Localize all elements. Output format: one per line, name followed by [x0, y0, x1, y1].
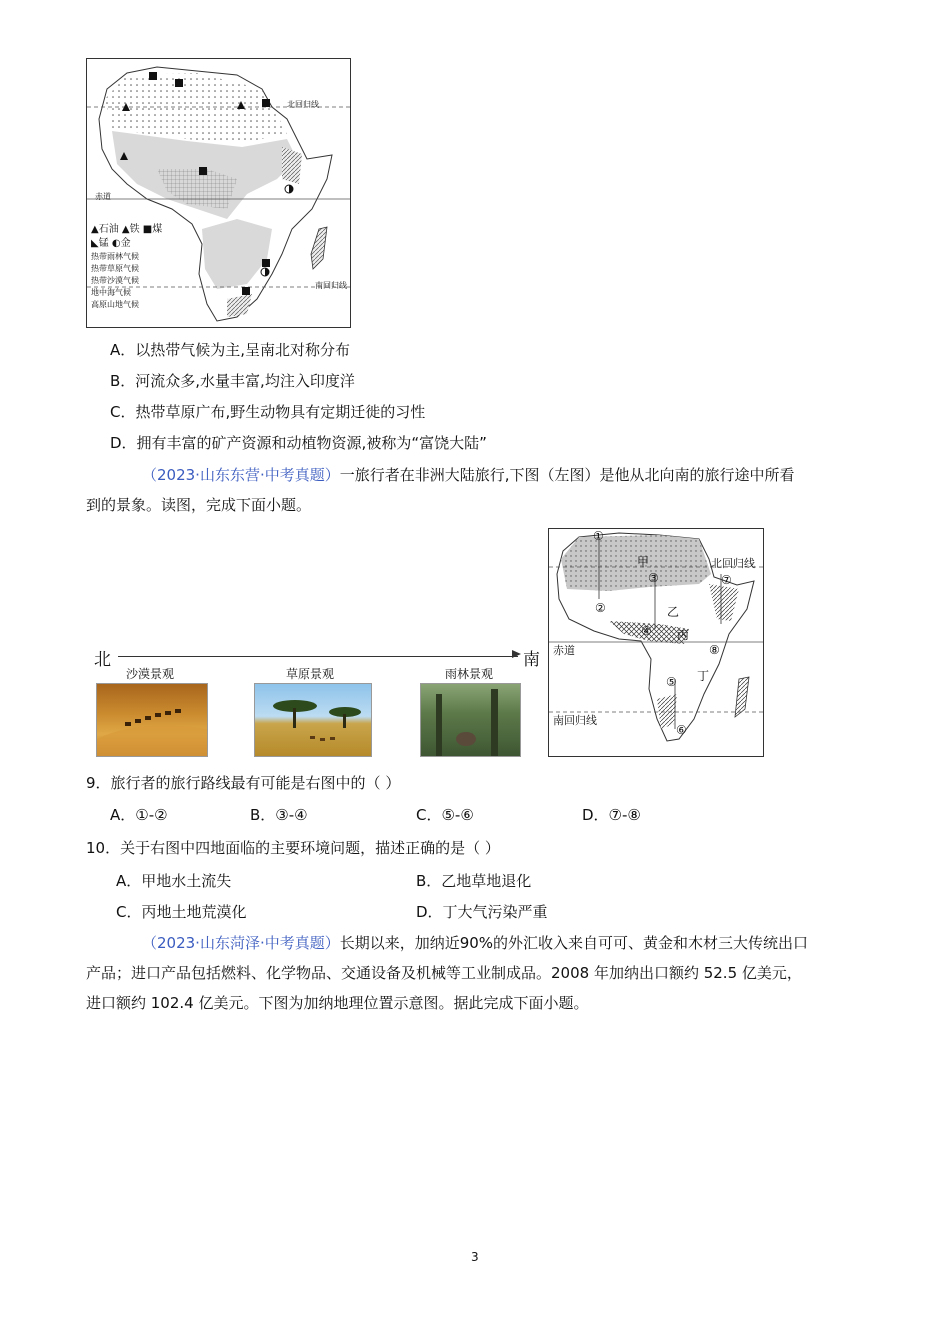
map2-equator-label: 赤道: [553, 644, 575, 657]
legend-manganese: 锰: [98, 238, 109, 249]
camel-caravan-icon: [97, 684, 207, 756]
map2-tropic-south-label: 南回归线: [553, 714, 597, 727]
q10-option-d: D．丁大气污染严重: [416, 903, 548, 921]
intro1-line2: 到的景象。读图，完成下面小题。: [86, 496, 312, 514]
q10-option-b: B．乙地草地退化: [416, 872, 532, 890]
map2-tropic-north-label: 北回归线: [711, 557, 755, 570]
q9-option-b: B．③-④: [250, 806, 308, 824]
q9-stem: 9．旅行者的旅行路线最有可能是右图中的（ ）: [86, 774, 401, 792]
point-1: ①: [593, 529, 604, 543]
legend-gold: 金: [120, 238, 131, 249]
q8-option-c: C．热带草原广布,野生动物具有定期迁徙的习性: [110, 403, 426, 421]
point-7: ⑦: [721, 573, 732, 587]
intro2-line2: 产品；进口产品包括燃料、化学物品、交通设备及机械等工业制成品。2008 年加纳出口额约 52.5 亿美元，: [86, 964, 802, 982]
legend-oil: 石油: [98, 224, 119, 235]
point-3: ③: [648, 571, 659, 585]
grassland-caption: 草原景观: [286, 667, 335, 681]
equator-label: 赤道: [95, 192, 111, 201]
africa-route-map: [548, 528, 764, 757]
tropic-south-label: 南回归线: [315, 281, 347, 290]
legend-climate-5: 高原山地气候: [91, 300, 139, 309]
gold-icon: ◐: [111, 238, 121, 249]
iron-icon: ▲: [121, 224, 130, 235]
intro2-source: （2023·山东菏泽·中考真题）: [142, 934, 340, 952]
coal-icon: ■: [142, 224, 153, 235]
legend-iron: 铁: [129, 224, 140, 235]
acacia-tree-icon: [255, 684, 371, 756]
grassland-photo: [254, 683, 372, 757]
q9-option-a: A．①-②: [110, 806, 168, 824]
intro1-line1: [142, 465, 795, 485]
region-jia: 甲: [637, 555, 650, 569]
point-5: ⑤: [666, 675, 677, 689]
africa-climate-mineral-map: [86, 58, 351, 328]
legend-climate-4: 地中海气候: [91, 288, 131, 297]
north-label: 北: [94, 650, 111, 670]
intro2-line1: [142, 933, 808, 953]
direction-arrow-line: [118, 656, 518, 657]
legend-climate-1: 热带雨林气候: [91, 252, 139, 261]
oil-icon: ▲: [91, 224, 99, 235]
legend-coal: 煤: [152, 224, 163, 235]
intro1-text1: 一旅行者在非洲大陆旅行,下图（左图）是他从北向南的旅行途中所看: [339, 466, 795, 484]
manganese-icon: ◣: [91, 238, 99, 249]
q8-option-a: A．以热带气候为主,呈南北对称分布: [110, 341, 351, 359]
q8-option-b: B．河流众多,水量丰富,均注入印度洋: [110, 372, 355, 390]
legend-climate-3: 热带沙漠气候: [91, 276, 139, 285]
rainforest-photo: [420, 683, 521, 757]
point-2: ②: [595, 601, 606, 615]
intro1-source: （2023·山东东营·中考真题）: [142, 466, 340, 484]
south-label: 南: [523, 650, 540, 670]
rainforest-trees-icon: [421, 684, 520, 756]
tropic-north-label: 北回归线: [287, 100, 319, 109]
rainforest-caption: 雨林景观: [445, 667, 494, 681]
desert-photo: [96, 683, 208, 757]
region-yi: 乙: [667, 605, 680, 619]
q9-option-d: D．⑦-⑧: [582, 806, 641, 824]
q9-option-c: C．⑤-⑥: [416, 806, 474, 824]
q10-option-a: A．甲地水土流失: [116, 872, 232, 890]
legend-climate-2: 热带草原气候: [91, 264, 139, 273]
region-bing: 丙: [677, 628, 690, 642]
intro2-line3: 进口额约 102.4 亿美元。下图为加纳地理位置示意图。据此完成下面小题。: [86, 994, 589, 1012]
q8-option-d: D．拥有丰富的矿产资源和动植物资源,被称为“富饶大陆”: [110, 434, 487, 452]
intro2-text1: 长期以来，加纳近90%的外汇收入来自可可、黄金和木材三大传统出口: [339, 934, 809, 952]
map-legend: [91, 223, 162, 311]
q10-stem: 10．关于右图中四地面临的主要环境问题，描述正确的是（ ）: [86, 839, 500, 857]
desert-caption: 沙漠景观: [126, 667, 175, 681]
region-ding: 丁: [697, 669, 710, 683]
arrow-head-icon: [512, 650, 521, 658]
point-6: ⑥: [676, 723, 687, 737]
page-number: 3: [471, 1250, 479, 1264]
point-8: ⑧: [709, 643, 720, 657]
q10-option-c: C．丙地土地荒漠化: [116, 903, 247, 921]
point-4: ④: [641, 624, 652, 638]
